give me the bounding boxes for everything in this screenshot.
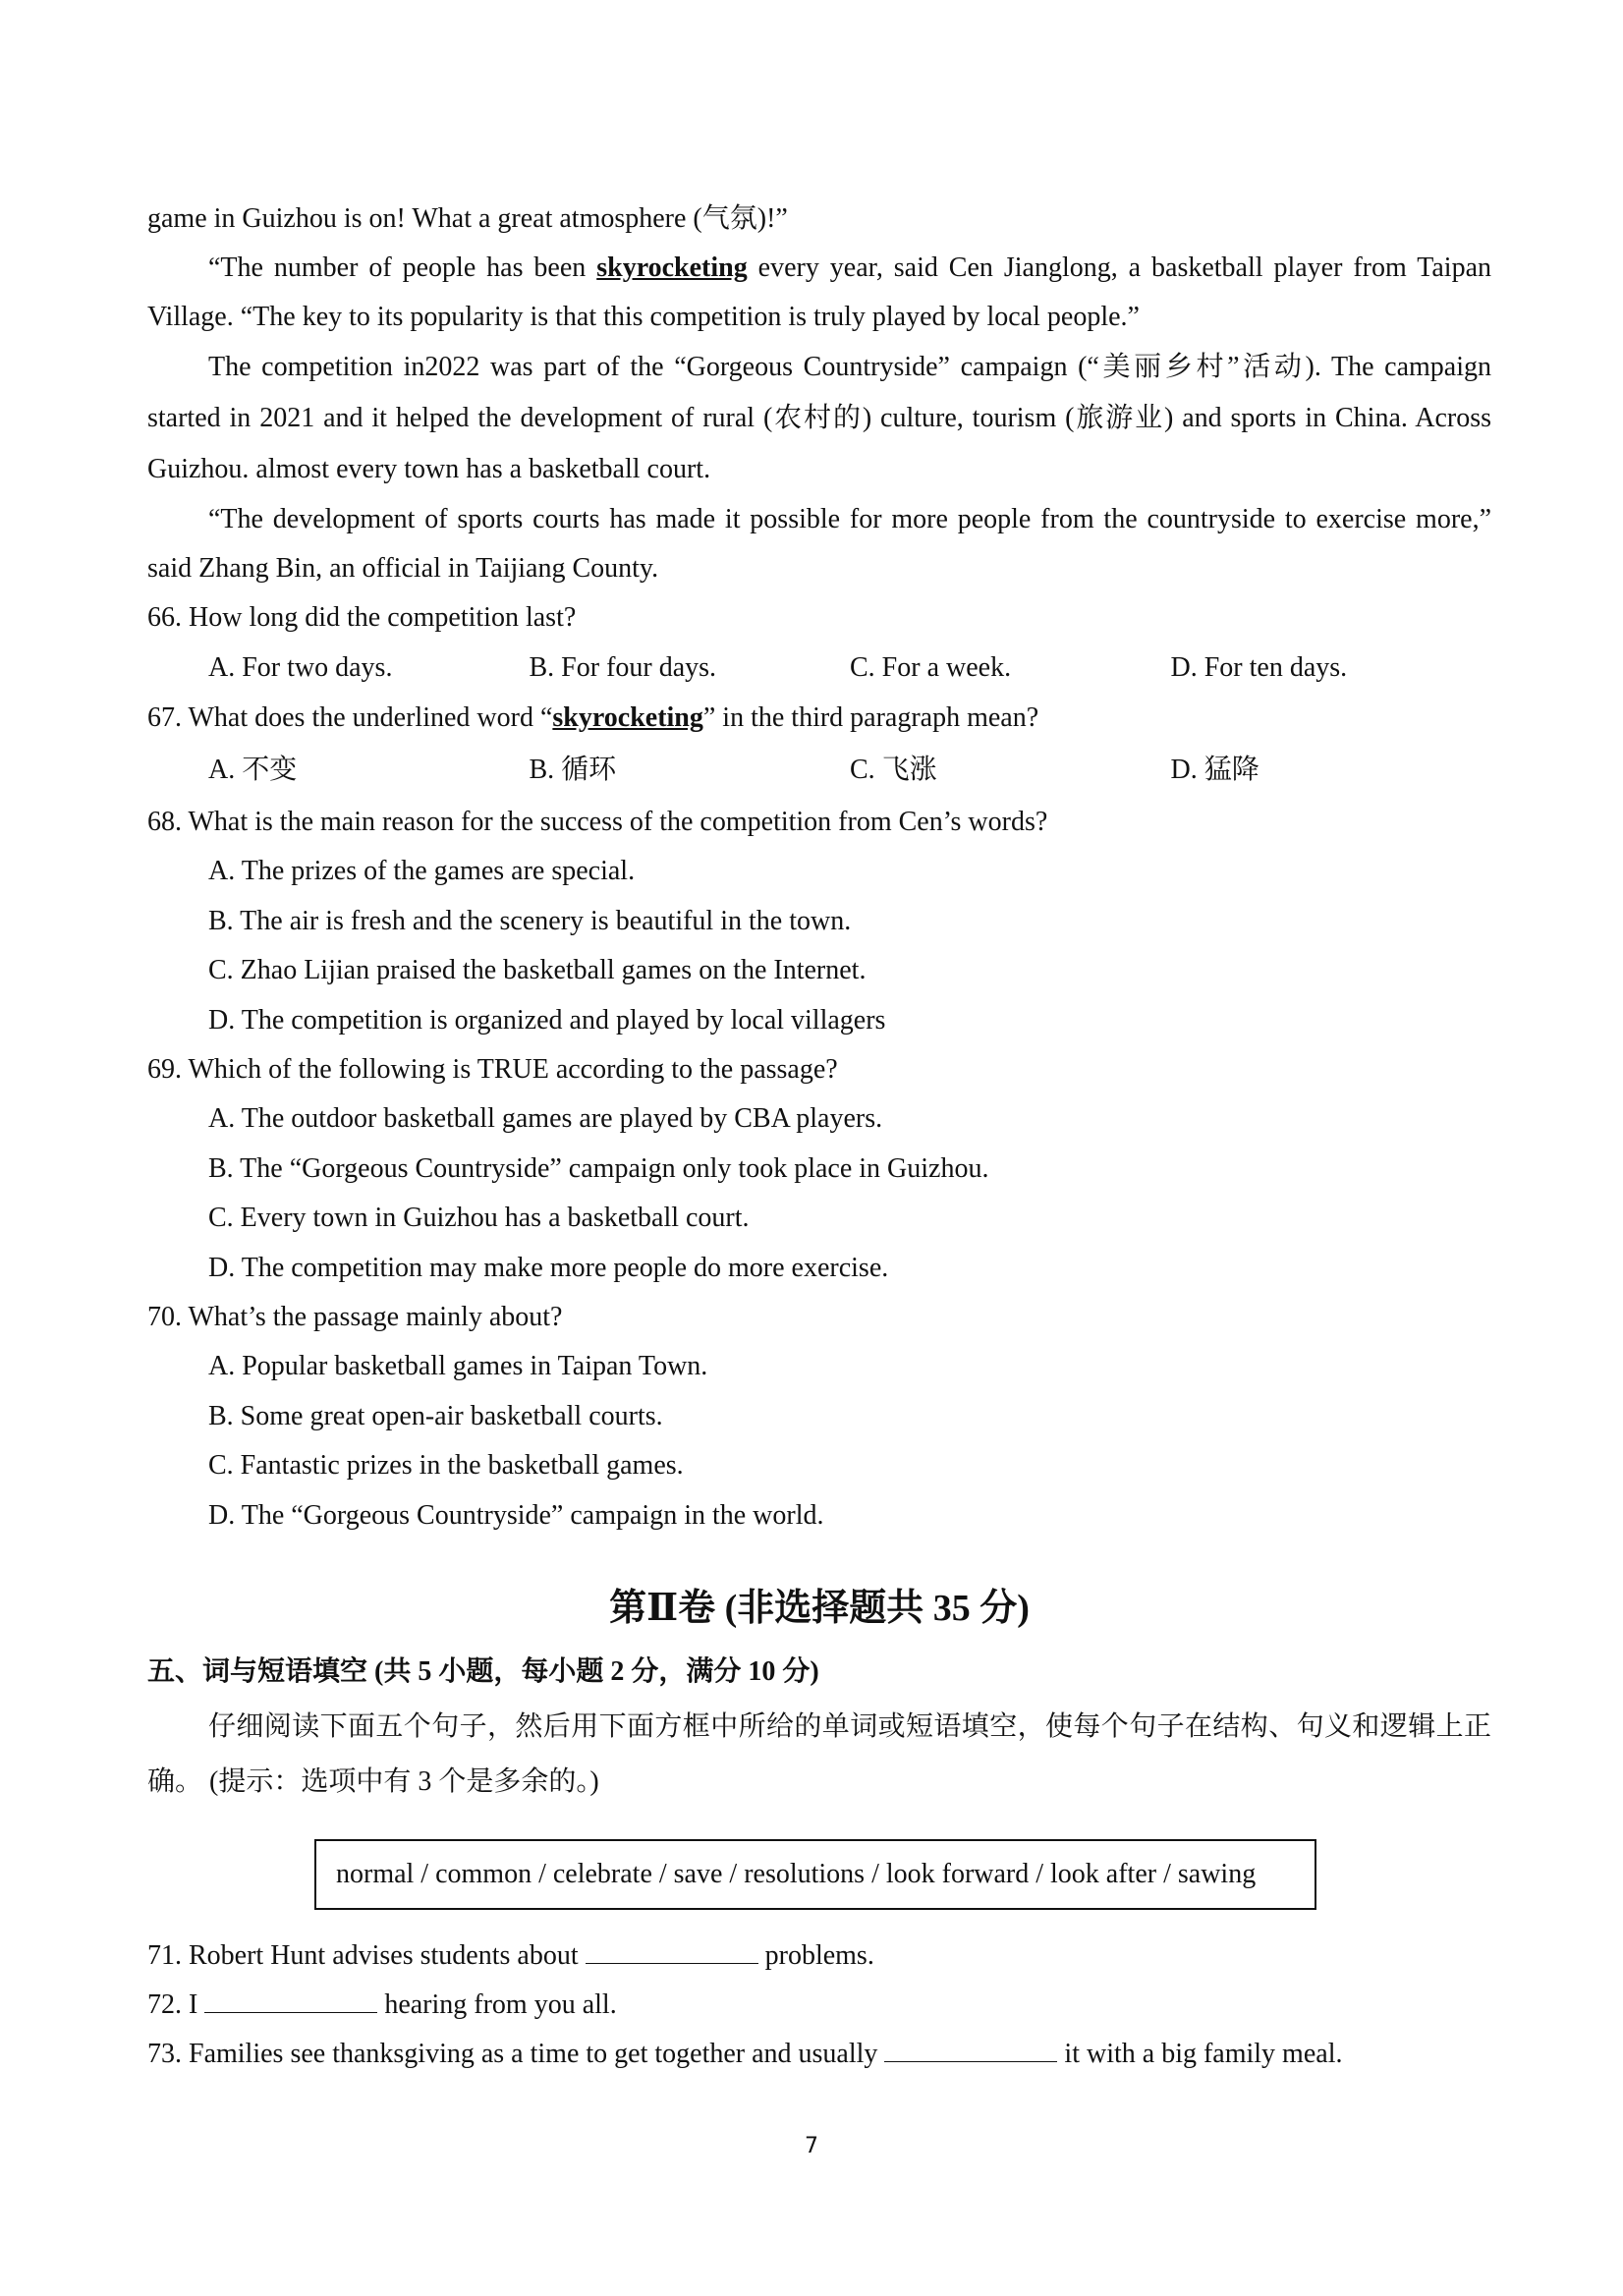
question-70-option-b: B. Some great open-air basketball courts.	[208, 1400, 663, 1431]
underlined-word: skyrocketing	[596, 252, 748, 283]
passage-paragraph-2: The competition in2022 was part of the “Gorgeous Countryside” campaign (“美丽乡村”活动). The campaign started in 2021 and it helped the development of rural (农村的) culture, tourism (旅游业) and sports in China. Across Guizhou. almost every town has a basketball court.	[147, 352, 1491, 484]
question-69-option-c: C. Every town in Guizhou has a basketball court.	[208, 1203, 750, 1233]
question-73	[147, 2030, 1491, 2079]
option-d: D. For ten days.	[1170, 652, 1348, 683]
passage-line-continued: game in Guizhou is on! What a great atmosphere (气氛)!”	[147, 203, 788, 234]
word-bank-box: normal / common / celebrate / save / resolutions / look forward / look after / sawing	[314, 1839, 1316, 1910]
question-66-stem: 66. How long did the competition last?	[147, 602, 577, 633]
answer-blank[interactable]	[884, 2034, 1057, 2062]
option-a: A. For two days.	[208, 652, 393, 683]
question-66-options	[208, 643, 1491, 694]
question-68-option-b: B. The air is fresh and the scenery is beautiful in the town.	[208, 905, 852, 936]
question-69-stem: 69. Which of the following is TRUE according to the passage?	[147, 1054, 838, 1085]
section-5-heading: 五、词与短语填空 (共 5 小题，每小题 2 分，满分 10 分)	[147, 1656, 819, 1687]
option-c: C. For a week.	[850, 652, 1012, 683]
question-70-option-c: C. Fantastic prizes in the basketball games.	[208, 1450, 684, 1481]
question-text: it with a big family meal.	[1057, 2039, 1343, 2069]
question-67-stem	[147, 694, 1491, 743]
question-68-stem: 68. What is the main reason for the success of the competition from Cen’s words?	[147, 807, 1048, 837]
underlined-word: skyrocketing	[552, 702, 703, 733]
question-69-option-b: B. The “Gorgeous Countryside” campaign only took place in Guizhou.	[208, 1152, 989, 1184]
question-text: 71. Robert Hunt advises students about	[147, 1940, 586, 1971]
question-text: 72. I	[147, 1989, 205, 2020]
option-b: B. 循环	[529, 755, 617, 785]
question-69-option-d: D. The competition may make more people do more exercise.	[208, 1252, 889, 1283]
question-68-option-a: A. The prizes of the games are special.	[208, 856, 636, 886]
question-72	[147, 1981, 1491, 2030]
option-c: C. 飞涨	[850, 755, 937, 785]
question-68-option-c: C. Zhao Lijian praised the basketball games on the Internet.	[208, 955, 867, 985]
passage-paragraph-3: “The development of sports courts has made it possible for more people from the countryside to exercise more,” said Zhang Bin, an official in Taijiang County.	[147, 504, 1491, 584]
question-text: problems.	[757, 1940, 874, 1971]
option-a: A. 不变	[208, 755, 298, 785]
question-69-option-a: A. The outdoor basketball games are played by CBA players.	[208, 1103, 883, 1134]
question-text: 73. Families see thanksgiving as a time to get together and usually	[147, 2039, 885, 2069]
passage-paragraph-1	[147, 244, 1491, 342]
question-text: hearing from you all.	[377, 1989, 617, 2020]
paragraph-text: “The number of people has been	[208, 252, 597, 283]
stem-text: 67. What does the underlined word “	[147, 702, 553, 733]
section-5-instructions: 仔细阅读下面五个句子，然后用下面方框中所给的单词或短语填空，使每个句子在结构、句义和逻辑上正确。 (提示：选项中有 3 个是多余的。)	[147, 1711, 1491, 1797]
question-68-option-d: D. The competition is organized and played by local villagers	[208, 1004, 886, 1036]
stem-text: ” in the third paragraph mean?	[702, 702, 1039, 733]
page-number: 7	[805, 2134, 818, 2158]
answer-blank[interactable]	[204, 1985, 377, 2013]
page-content	[147, 195, 1491, 2079]
question-71	[147, 1932, 1491, 1981]
paragraph-text: every year, said Cen Jianglong, a basketball player from Taipan Village. “The key to its popularity is that this competition is truly played by local people.”	[147, 252, 1491, 332]
question-67-options	[208, 743, 1491, 798]
answer-blank[interactable]	[586, 1935, 758, 1964]
question-70-option-d: D. The “Gorgeous Countryside” campaign in the world.	[208, 1499, 824, 1531]
option-d: D. 猛降	[1170, 755, 1259, 785]
option-b: B. For four days.	[529, 652, 717, 683]
part-2-title: 第Ⅱ卷 (非选择题共 35 分)	[609, 1588, 1030, 1629]
question-70-option-a: A. Popular basketball games in Taipan Town.	[208, 1351, 708, 1381]
question-70-stem: 70. What’s the passage mainly about?	[147, 1302, 563, 1332]
